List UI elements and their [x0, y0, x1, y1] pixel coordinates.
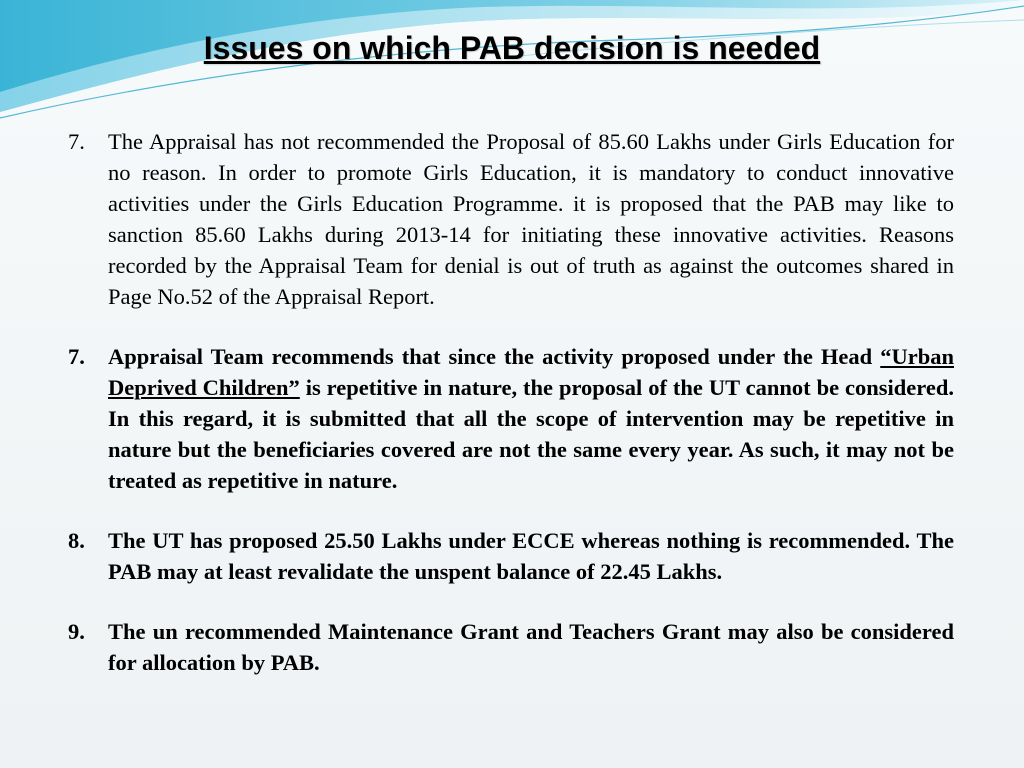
item-text-part: Appraisal Team recommends that since the activity proposed under the Head [108, 344, 881, 369]
item-text: The un recommended Maintenance Grant and Teachers Grant may also be considered for allocation by PAB. [108, 619, 954, 675]
item-number: 7. [68, 344, 85, 369]
underlined-term: “Urban Deprived Children” [108, 344, 954, 400]
item-text [108, 341, 954, 496]
item-text: The Appraisal has not recommended the Proposal of 85.60 Lakhs under Girls Education for no reason. In order to promote Girls Education, it is mandatory to conduct innovative activities under the Girls Education Programme. it is proposed that the PAB may like to sanction 85.60 Lakhs during 2013-14 for initiating these innovative activities. Reasons recorded by the Appraisal Team for denial is out of truth as against the outcomes shared in Page No.52 of the Appraisal Report. [108, 129, 954, 309]
item-number: 7. [68, 129, 85, 154]
item-text-part: is repetitive in nature, the proposal of the UT cannot be considered. In this regard, it is submitted that all the scope of intervention may be repetitive in nature but the beneficiaries covered are not the same every year. As such, it may not be treated as repetitive in nature. [108, 375, 954, 493]
list-item [68, 616, 954, 678]
item-number: 9. [68, 619, 85, 644]
item-text: The UT has proposed 25.50 Lakhs under ECCE whereas nothing is recommended. The PAB may at least revalidate the unspent balance of 22.45 Lakhs. [108, 528, 954, 584]
item-number: 8. [68, 528, 85, 553]
list-item [68, 126, 954, 312]
slide-title: Issues on which PAB decision is needed [203, 30, 821, 66]
issue-list [68, 126, 954, 707]
list-item [68, 525, 954, 587]
list-item [68, 341, 954, 496]
